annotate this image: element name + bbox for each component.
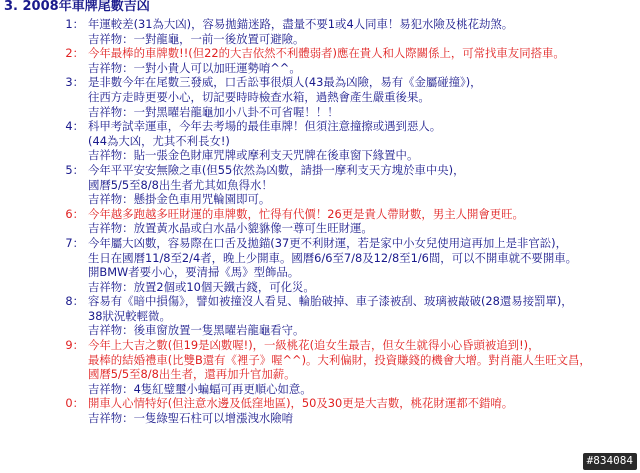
lucky-item-text: 吉祥物：放置2個或10個天鐵古錢，可化災。 (88, 279, 315, 294)
entry-number: 6： (65, 206, 84, 221)
entry-text: 國曆5/5至8/8出生者尤其如魚得水！ (88, 177, 273, 192)
entry-text: 今年越多跑越多旺財運的車牌數，忙得有代價！26更是貴人帶財數，男主人開會更旺。 (88, 206, 524, 221)
entry-text: (44為大凶，尤其不利長女!) (88, 133, 230, 148)
list-item (0, 17, 640, 46)
list-item (0, 236, 640, 294)
lucky-item-text: 吉祥物：放置黃水晶或白水晶小貔貅像一尊可生旺財運。 (88, 221, 373, 236)
entry-text: 國曆5/5至8/8出生者，還再加升官加薪。 (88, 367, 296, 382)
list-item (0, 75, 640, 119)
list-item (0, 207, 640, 236)
lucky-item-text: 吉祥物：一對小貴人可以加旺運勢唷^^。 (88, 60, 301, 75)
list-item (0, 294, 640, 338)
entry-text: 科甲考試幸運車，今年去考場的最佳車牌！但須注意撞擦或遇到惡人。 (88, 119, 442, 134)
entry-text: 今年平平安安無險之車(但55依然為凶數，請掛一摩利支天方塊於車中央)， (88, 162, 465, 177)
entry-number: 4： (65, 119, 84, 134)
entry-number: 0： (65, 396, 84, 411)
list-item (0, 396, 640, 425)
lucky-item-text: 吉祥物：貼一張金色財庫咒牌或摩利支天咒牌在後車窗下緣置中。 (88, 148, 419, 163)
entry-text: 今年上大吉之數(但19是凶數喔!)，一級桃花(追女生最吉，但女生就得小心昏頭被追到!)， (88, 338, 540, 353)
list-item (0, 338, 640, 396)
lucky-item-text: 吉祥物：一隻綠聖石柱可以增漲洩水險唷 (88, 411, 294, 426)
entry-text: 生日在國曆11/8至2/4者，晚上少開車。國曆6/6至7/8及12/8至1/6間，可以不開車就不要開車。 (88, 250, 577, 265)
entry-number: 2： (65, 46, 84, 61)
list-item (0, 46, 640, 75)
list-item (0, 119, 640, 163)
entry-text: 38狀況較輕微。 (88, 308, 171, 323)
entry-number: 1： (65, 17, 84, 31)
lucky-item-text: 吉祥物：後車窗放置一隻黑曜岩龍龜看守。 (88, 323, 305, 338)
entry-text: 開車人心情特好(但注意水邊及低窪地區)，50及30更是大吉數，桃花財運都不錯唷。 (88, 396, 514, 411)
entry-text: 今年最棒的車牌數!!(但22的大吉依然不利體弱者)應在貴人和人際關係上，可常找車友同搭車。 (88, 46, 565, 61)
entry-text: 往西方走時更要小心，切記要時時檢查水箱，過熱會產生嚴重後果。 (88, 89, 430, 104)
lucky-item-text: 吉祥物：一對龍龜，一前一後放置可避險。 (88, 31, 305, 46)
watermark-id: #834084 (583, 453, 637, 470)
lucky-item-text: 吉祥物：一對黑曜岩龍龜加小八卦不可省喔！！！ (88, 104, 339, 119)
entry-text: 今年屬大凶數，容易際在口舌及拋錨(37更不利財運，若是家中小女兒使用這再加上是非官訟)， (88, 235, 568, 250)
entry-number: 9： (65, 338, 84, 353)
page-title: 3. 2008年車牌尾數吉凶 (4, 0, 150, 14)
entry-number: 7： (65, 235, 84, 250)
entry-text: 最棒的結婚禮車(比雙B還有《裡子》喔^^)。大利偏財，投資賺錢的機會大增。對肖龍人生旺文昌， (88, 352, 591, 367)
list-item (0, 163, 640, 207)
entry-text: 開BMW者要小心，要清掃《馬》型飾品。 (88, 265, 300, 280)
entry-number: 3： (65, 75, 84, 90)
lucky-item-text: 吉祥物：懸掛金色車用咒輪園即可。 (88, 192, 271, 207)
entry-text: 是非數今年在尾數三發威，口舌訟事很煩人(43最為凶險，易有《金屬碰撞》)， (88, 75, 482, 90)
entry-number: 8： (65, 294, 84, 309)
entry-text: 年運較差(31為大凶)，容易拋錨迷路，盡量不要1或4人同車！易犯水險及桃花劫煞。 (88, 17, 514, 31)
entry-number: 5： (65, 162, 84, 177)
lucky-item-text: 吉祥物：4隻紅璧璽小蝙蝠可再更順心如意。 (88, 381, 312, 396)
entry-text: 容易有《暗中損傷》，譬如被撞沒人看見、輪胎破掉、車子漆被刮、玻璃被敲破(28還易接罰單)， (88, 294, 573, 309)
entries-list (0, 17, 640, 426)
